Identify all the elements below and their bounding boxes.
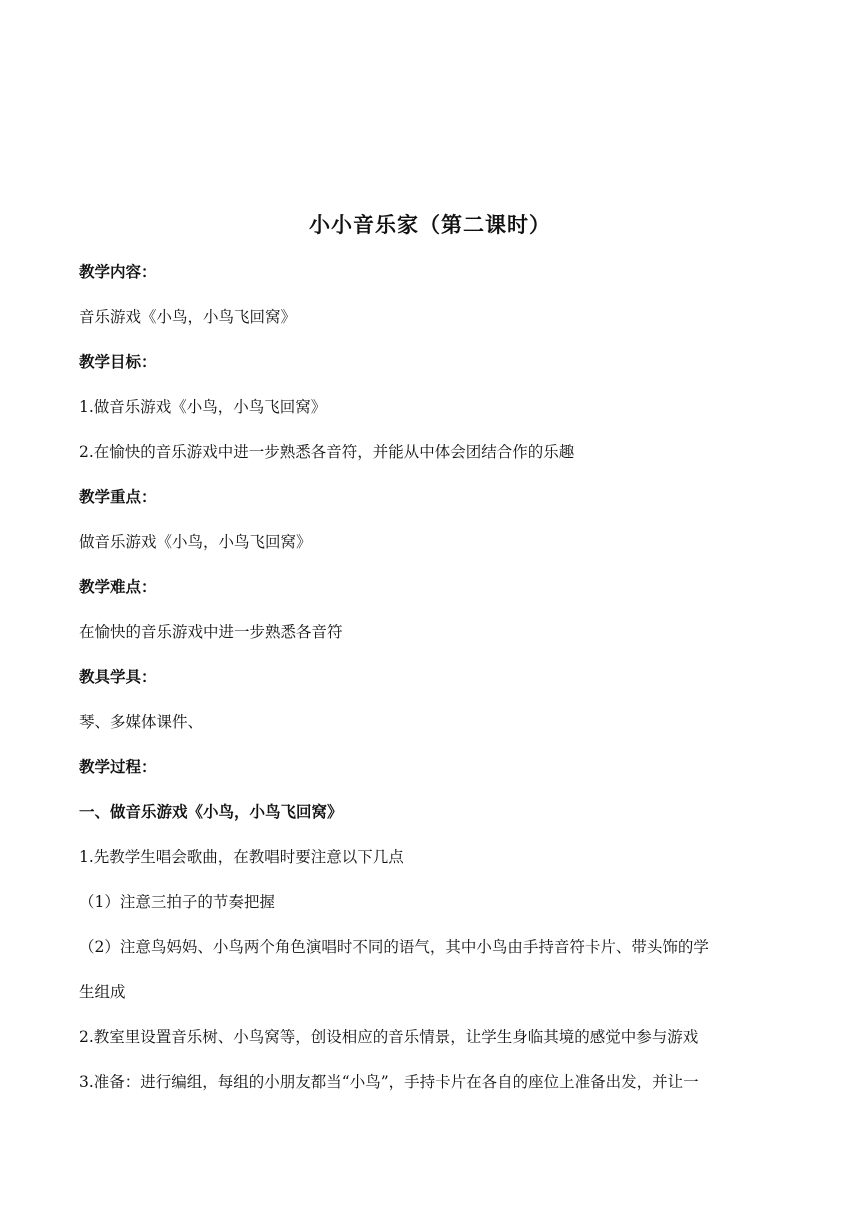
section-heading-objectives: 教学目标： [79,353,157,371]
paragraph-difficulties: 在愉快的音乐游戏中进一步熟悉各音符 [79,623,343,641]
paragraph-materials: 琴、多媒体课件、 [79,713,204,731]
subsection-heading-game: 一、做音乐游戏《小鸟，小鸟飞回窝》 [79,803,343,821]
paragraph-step-3: 3.准备：进行编组，每组的小朋友都当“小鸟”，手持卡片在各自的座位上准备出发，并让一 [79,1073,699,1091]
paragraph-objective-2: 2.在愉快的音乐游戏中进一步熟悉各音符，并能从中体会团结合作的乐趣 [79,443,575,461]
section-heading-process: 教学过程： [79,758,157,776]
page-title: 小小音乐家（第二课时） [309,213,551,237]
paragraph-step-1-point-2: （2）注意鸟妈妈、小鸟两个角色演唱时不同的语气，其中小鸟由手持音符卡片、带头饰的学 [79,938,709,956]
section-heading-key-points: 教学重点： [79,488,157,506]
paragraph-step-1-point-2-cont: 生组成 [79,983,126,1001]
paragraph-step-2: 2.教室里设置音乐树、小鸟窝等，创设相应的音乐情景，让学生身临其境的感觉中参与游戏 [79,1028,699,1046]
paragraph-key-points: 做音乐游戏《小鸟，小鸟飞回窝》 [79,533,312,551]
paragraph-step-1-point-1: （1）注意三拍子的节奏把握 [79,893,275,911]
paragraph-content: 音乐游戏《小鸟，小鸟飞回窝》 [79,308,297,326]
section-heading-content: 教学内容： [79,263,157,281]
paragraph-step-1: 1.先教学生唱会歌曲，在教唱时要注意以下几点 [79,848,404,866]
paragraph-objective-1: 1.做音乐游戏《小鸟，小鸟飞回窝》 [79,398,327,416]
section-heading-difficulties: 教学难点： [79,578,157,596]
section-heading-materials: 教具学具： [79,668,157,686]
